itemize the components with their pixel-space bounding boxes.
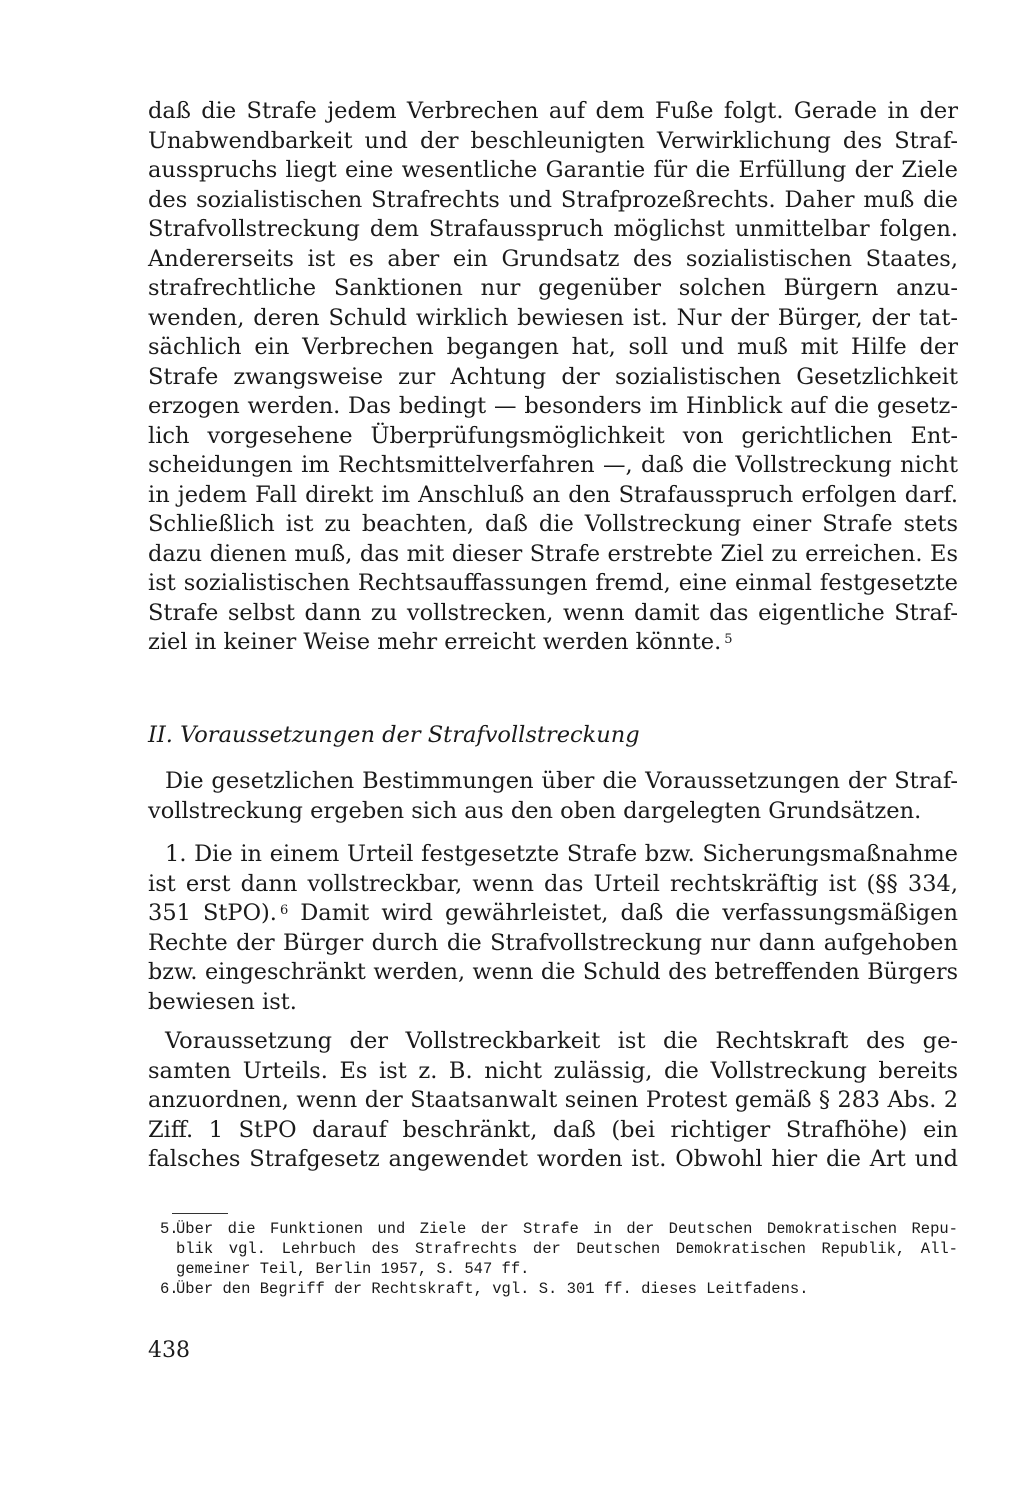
text-line: Strafvollstreckung dem Strafausspruch möglichst unmittelbar folgen. (148, 216, 958, 242)
text-line: Ziff. 1 StPO darauf beschränkt, daß (bei richtiger Strafhöhe) ein (148, 1116, 958, 1143)
footnote-line (160, 1219, 958, 1239)
text-line: Rechte der Bürger durch die Strafvollstreckung nur dann aufgehoben (148, 929, 958, 956)
text-line: lich vorgesehene Überprüfungsmöglichkeit von gerichtlichen Ent- (148, 422, 958, 449)
document-page (148, 97, 958, 1363)
text-line (148, 628, 958, 658)
text-line: dazu dienen muß, das mit dieser Strafe erstrebte Ziel zu erreichen. Es (148, 540, 958, 567)
footnote-6 (160, 1279, 958, 1299)
text-line: Unabwendbarkeit und der beschleunigten Verwirklichung des Straf- (148, 127, 958, 154)
text-line: anzuordnen, wenn der Staatsanwalt seinen Protest gemäß § 283 Abs. 2 (148, 1087, 958, 1113)
footnote-line: gemeiner Teil, Berlin 1957, S. 547 ff. (176, 1260, 530, 1278)
footnote-text: Über die Funktionen und Ziele der Strafe in der Deutschen Demokratischen Repu- (176, 1220, 958, 1238)
text-line-content: 351 StPO). (148, 900, 277, 926)
text-line: bzw. eingeschränkt werden, wenn die Schuld des betreffenden Bürgers (148, 959, 958, 985)
text-line: Voraussetzung der Vollstreckbarkeit ist die Rechtskraft des ge- (165, 1028, 958, 1054)
text-line: sächlich ein Verbrechen begangen hat, soll und muß mit Hilfe der (148, 334, 958, 360)
text-line: Andererseits ist es aber ein Grundsatz des sozialistischen Staates, (148, 245, 958, 272)
text-line: daß die Strafe jedem Verbrechen auf dem Fuße folgt. Gerade in der (148, 98, 958, 124)
text-line: Die gesetzlichen Bestimmungen über die Voraussetzungen der Straf- (165, 768, 958, 794)
text-line: samten Urteils. Es ist z. B. nicht zulässig, die Vollstreckung bereits (148, 1057, 958, 1084)
text-line: ist sozialistischen Rechtsauffassungen fremd, eine einmal festgesetzte (148, 570, 958, 596)
text-line: scheidungen im Rechtsmittelverfahren —, daß die Vollstreckung nicht (148, 452, 958, 478)
footnote-reference[interactable]: 5 (724, 632, 733, 647)
text-line: strafrechtliche Sanktionen nur gegenüber solchen Bürgern anzu- (148, 275, 958, 301)
text-line: erzogen werden. Das bedingt — besonders im Hinblick auf die gesetz- (148, 393, 958, 419)
footnote-line (160, 1279, 958, 1299)
text-line: vollstreckung ergeben sich aus den oben dargelegten Grundsätzen. (148, 797, 922, 824)
text-line: 1. Die in einem Urteil festgesetzte Strafe bzw. Sicherungsmaßnahme (165, 841, 958, 867)
page-number: 438 (148, 1338, 190, 1363)
paragraph-2 (148, 767, 958, 826)
footnote-reference[interactable]: 6 (279, 903, 289, 918)
section-heading: II. Voraussetzungen der Strafvollstreckung (148, 722, 640, 748)
footnote-number: 6. (160, 1280, 179, 1298)
text-line: des sozialistischen Strafrechts und Strafprozeßrechts. Daher muß die (148, 186, 958, 213)
text-line: ausspruchs liegt eine wesentliche Garantie für die Erfüllung der Ziele (148, 157, 958, 183)
text-line: falsches Strafgesetz angewendet worden ist. Obwohl hier die Art und (148, 1146, 958, 1172)
text-line: in jedem Fall direkt im Anschluß an den Strafausspruch erfolgen darf. (148, 481, 958, 508)
text-line: Strafe selbst dann zu vollstrecken, wenn damit das eigentliche Straf- (148, 599, 958, 626)
footnote-number: 5. (160, 1220, 179, 1238)
paragraph-4 (148, 1027, 958, 1175)
text-line: Schließlich ist zu beachten, daß die Vollstreckung einer Strafe stets (148, 511, 958, 537)
text-line-content: ziel in keiner Weise mehr erreicht werden könnte. (148, 629, 722, 655)
footnote-text: Über den Begriff der Rechtskraft, vgl. S. 301 ff. dieses Leitfadens. (176, 1280, 809, 1298)
paragraph-3 (148, 840, 958, 1017)
text-line: ist erst dann vollstreckbar, wenn das Urteil rechtskräftig ist (§§ 334, (148, 870, 958, 897)
footnote-5 (160, 1219, 958, 1279)
footnote-line: blik vgl. Lehrbuch des Strafrechts der Deutschen Demokratischen Republik, All- (176, 1240, 958, 1258)
paragraph-1 (148, 97, 958, 658)
section-body (148, 767, 958, 1175)
text-line: Strafe zwangsweise zur Achtung der sozialistischen Gesetzlichkeit (148, 363, 958, 390)
text-line: wenden, deren Schuld wirklich bewiesen ist. Nur der Bürger, der tat- (148, 304, 958, 331)
text-line (148, 899, 958, 929)
text-line-content: Damit wird gewährleistet, daß die verfassungsmäßigen (300, 900, 958, 926)
footnote-divider (172, 1213, 228, 1214)
text-line: bewiesen ist. (148, 988, 297, 1015)
footnotes (160, 1219, 958, 1299)
